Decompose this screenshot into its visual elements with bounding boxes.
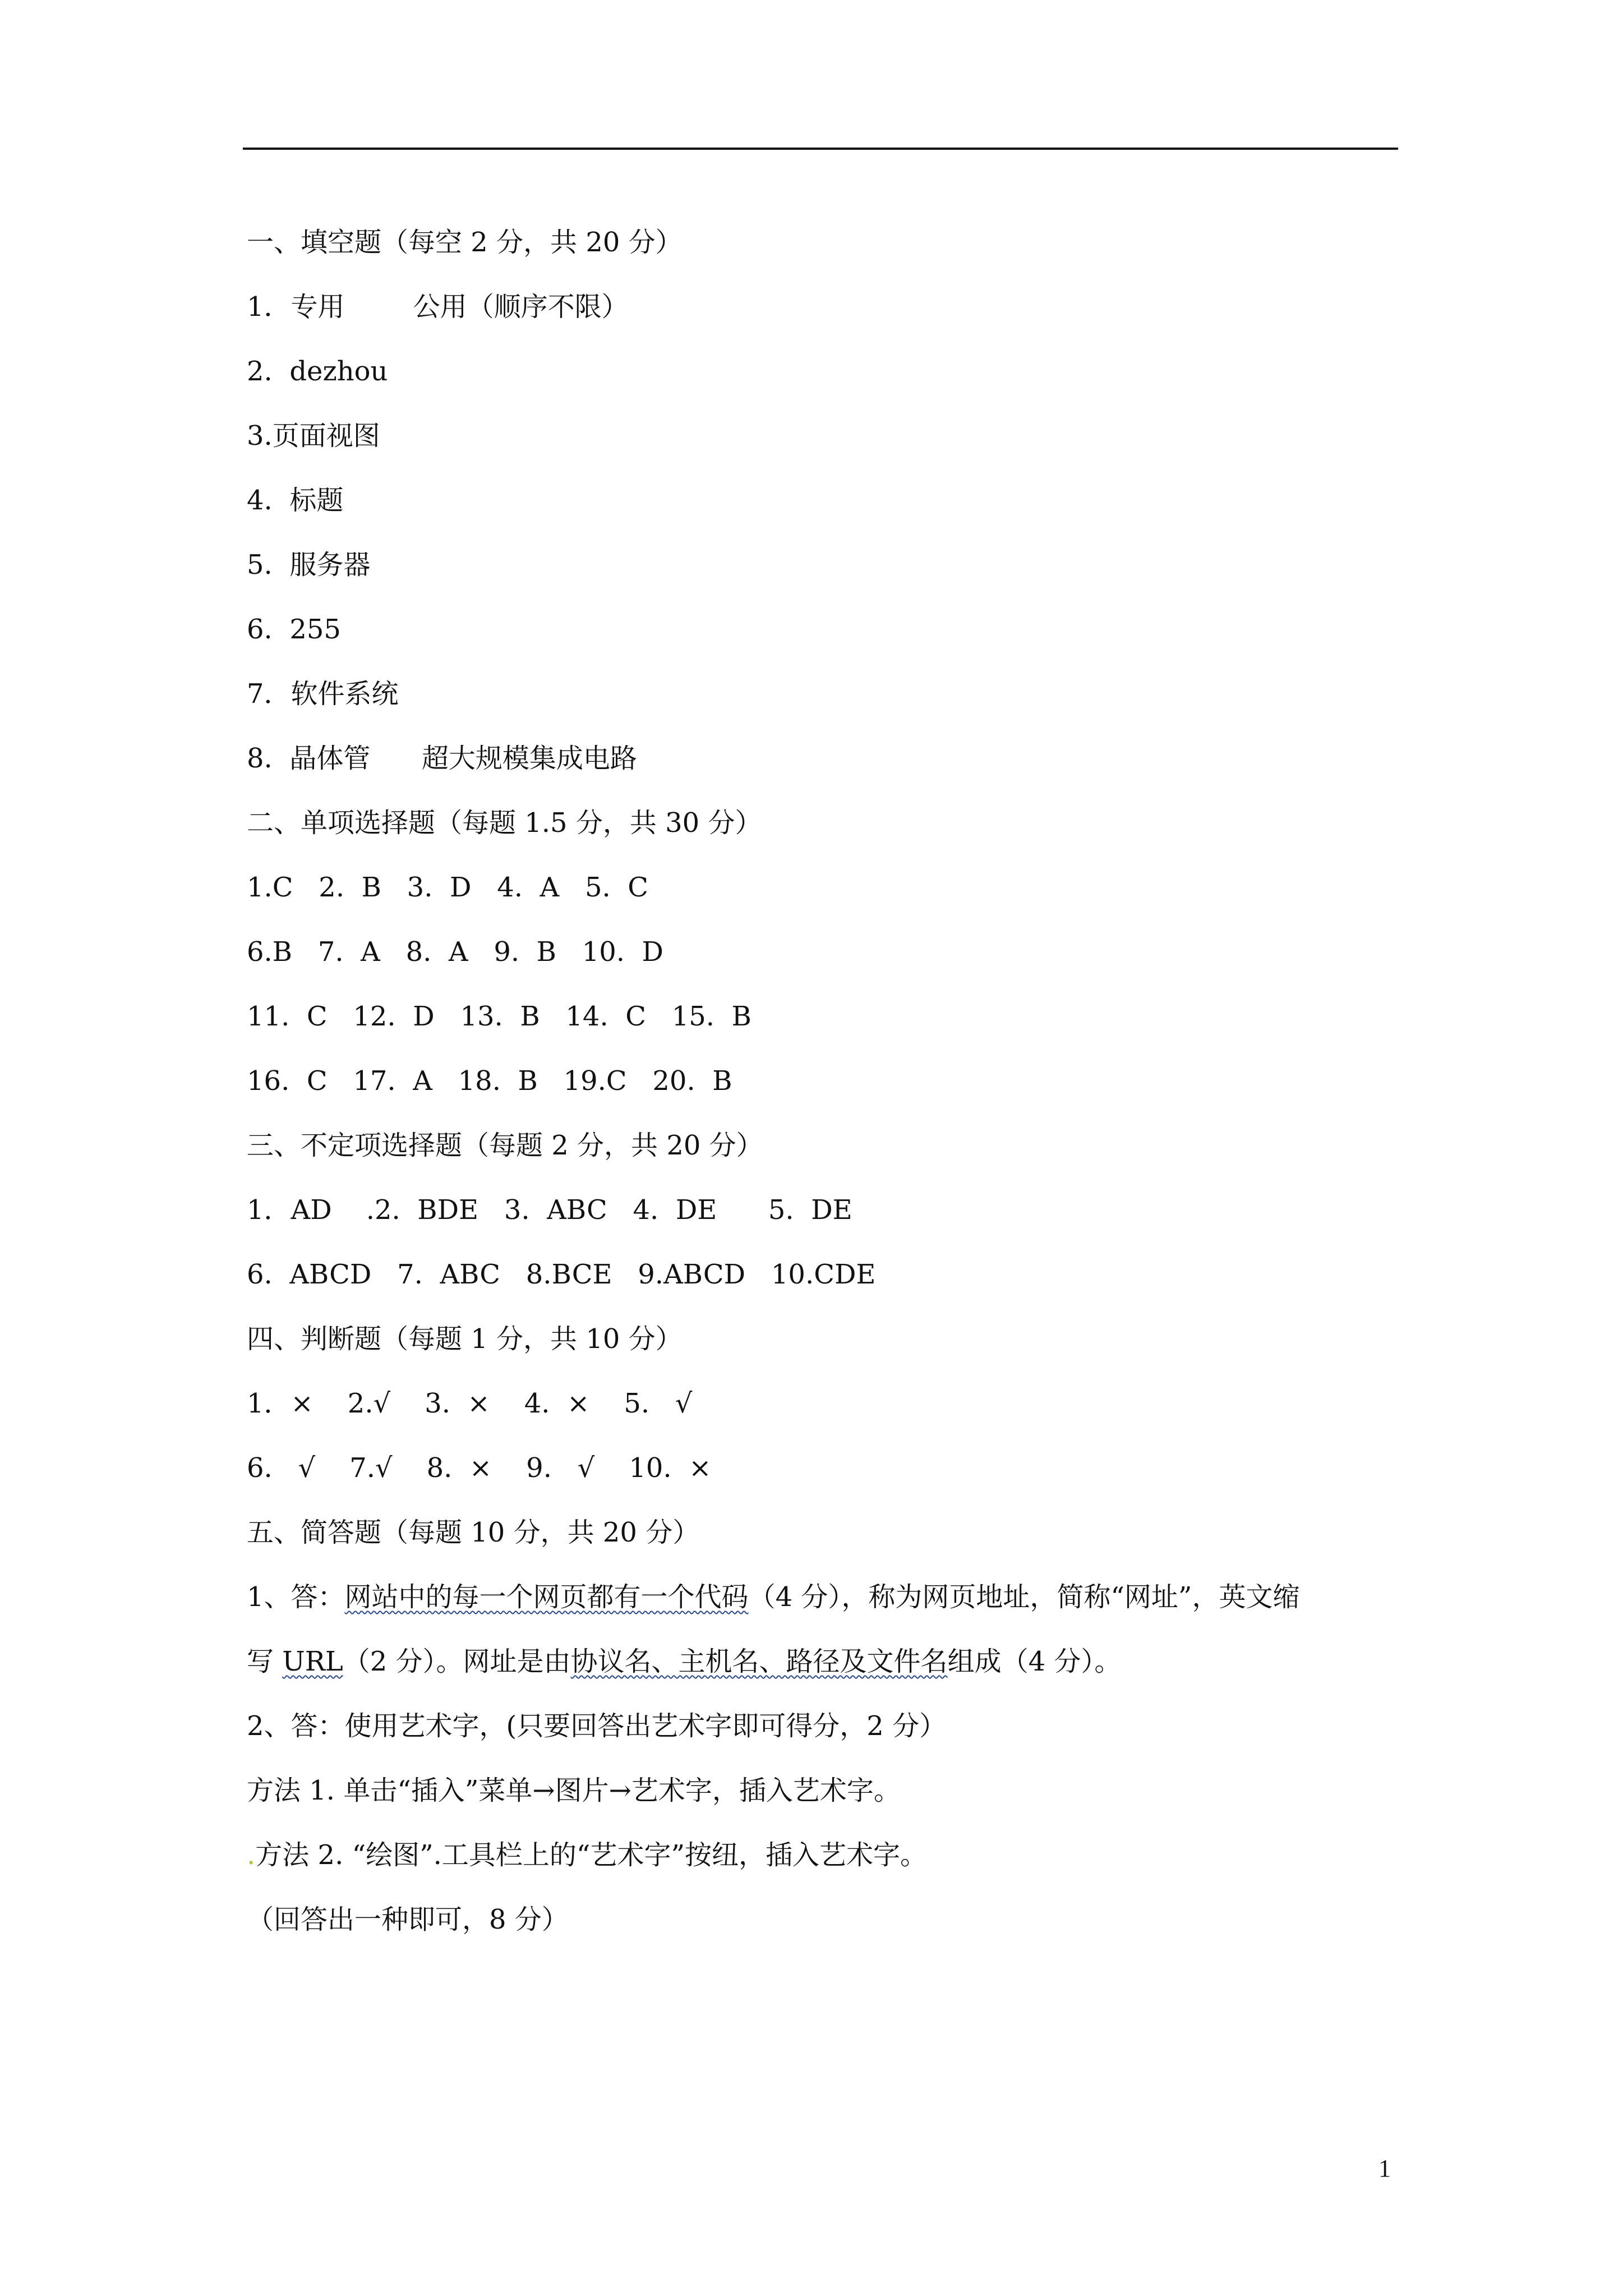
answer-line: 16. C 17. A 18. B 19.C 20. B <box>247 1065 732 1097</box>
answer-line: 1.C 2. B 3. D 4. A 5. C <box>247 872 649 903</box>
answer-line: 1．AD .2. BDE 3. ABC 4. DE 5. DE <box>247 1194 852 1226</box>
short-answer-1-url: URL <box>282 1646 343 1677</box>
short-answer-2-method-2-text: 方法 2. “绘图”.工具栏上的“艺术字”按纽，插入艺术字。 <box>255 1839 927 1871</box>
short-answer-1-highlight-2: 协议名、主机名、路径及文件名 <box>570 1646 948 1677</box>
header-rule <box>243 148 1398 150</box>
answer-line: 1．× 2.√ 3. × 4. × 5. √ <box>247 1388 693 1419</box>
short-answer-2-method-2 <box>247 1823 1402 1888</box>
answer-key-body <box>247 210 1402 1952</box>
answer-line: 3.页面视图 <box>247 420 380 452</box>
page-number: 1 <box>1378 2155 1391 2182</box>
short-answer-1-highlight: 网站中的每一个网页都有一个代码 <box>344 1581 749 1613</box>
stray-dot: . <box>247 1839 256 1871</box>
answer-line: 6. ABCD 7. ABC 8.BCE 9.ABCD 10.CDE <box>247 1259 876 1290</box>
answer-line: 2. dezhou <box>247 356 388 387</box>
short-answer-1-line2-mid: （2 分）。网址是由 <box>343 1646 571 1677</box>
answer-line: 6. √ 7.√ 8. × 9. √ 10. × <box>247 1452 712 1484</box>
answer-line: 7．软件系统 <box>247 678 399 710</box>
short-answer-2-note: （回答出一种即可，8 分） <box>247 1904 569 1935</box>
short-answer-1-line-1 <box>247 1565 1402 1630</box>
short-answer-1-prefix: 1、答： <box>247 1581 345 1613</box>
answer-line: 1．专用 公用（顺序不限） <box>247 291 629 323</box>
short-answer-1-line-2 <box>247 1630 1402 1694</box>
short-answer-1-line2-start: 写 <box>247 1646 283 1677</box>
answer-line: 5. 服务器 <box>247 549 371 581</box>
answer-line: 4. 标题 <box>247 485 344 516</box>
section-heading-true-false: 四、判断题（每题 1 分，共 10 分） <box>247 1323 683 1355</box>
answer-line: 6. 255 <box>247 614 341 645</box>
answer-line: 6.B 7. A 8. A 9. B 10. D <box>247 936 664 968</box>
short-answer-1-line2-end: 组成（4 分）。 <box>947 1646 1122 1677</box>
section-heading-short-answer: 五、简答题（每题 10 分，共 20 分） <box>247 1517 700 1548</box>
section-heading-single-choice: 二、单项选择题（每题 1.5 分，共 30 分） <box>247 807 762 839</box>
section-heading-multi-choice: 三、不定项选择题（每题 2 分，共 20 分） <box>247 1130 763 1161</box>
short-answer-2-method-1: 方法 1. 单击“插入”菜单→图片→艺术字，插入艺术字。 <box>247 1775 901 1806</box>
answer-line: 8. 晶体管 超大规模集成电路 <box>247 743 637 774</box>
short-answer-1-rest: （4 分），称为网页地址，简称“网址”，英文缩 <box>748 1581 1300 1613</box>
answer-line: 11. C 12. D 13. B 14. C 15. B <box>247 1001 751 1032</box>
section-heading-fill-blank: 一、填空题（每空 2 分，共 20 分） <box>247 227 683 258</box>
short-answer-2-line-1: 2、答：使用艺术字，(只要回答出艺术字即可得分，2 分） <box>247 1710 947 1742</box>
